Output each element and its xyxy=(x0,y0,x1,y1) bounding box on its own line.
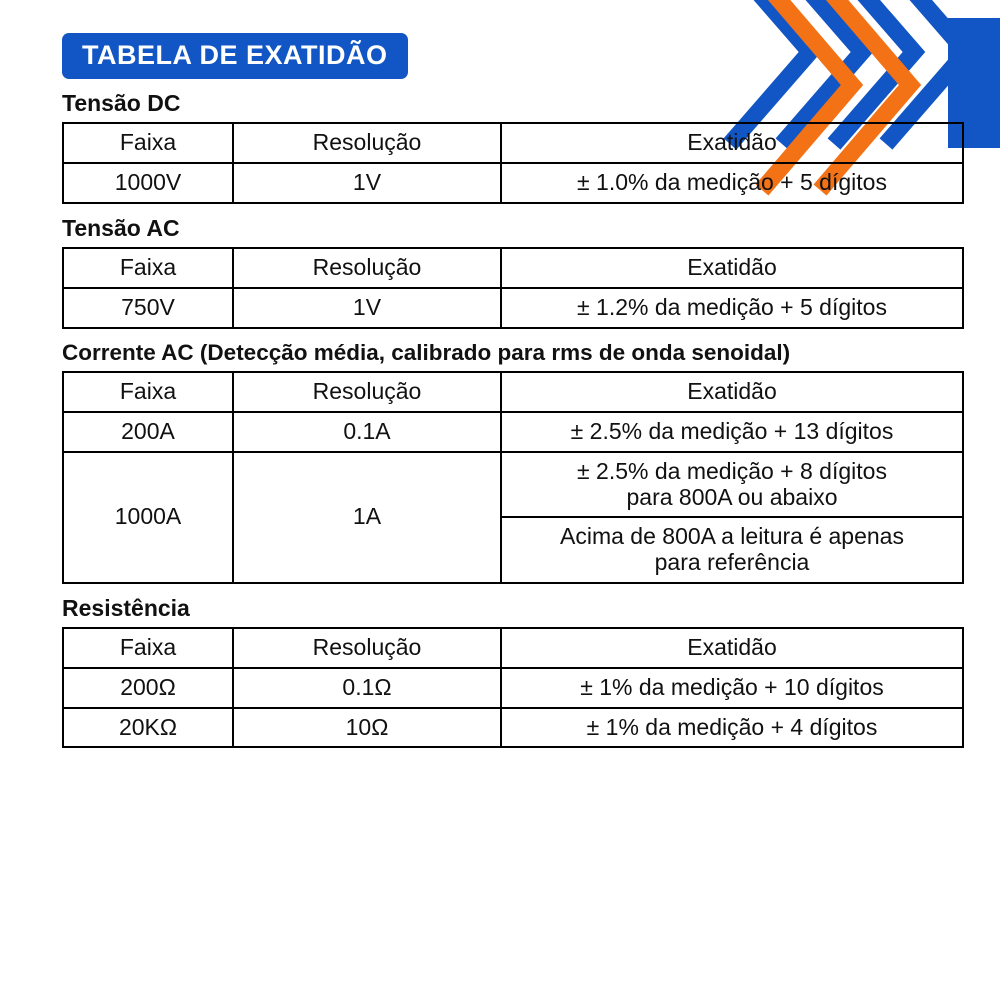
cell-resolucao: 0.1A xyxy=(233,412,501,452)
column-header-exatidao: Exatidão xyxy=(501,628,963,668)
cell-resolucao: 0.1Ω xyxy=(233,668,501,708)
cell-exatidao: ± 1.0% da medição + 5 dígitos xyxy=(501,163,963,203)
cell-faixa: 1000A xyxy=(63,452,233,583)
column-header-resolucao: Resolução xyxy=(233,248,501,288)
column-header-exatidao: Exatidão xyxy=(501,248,963,288)
cell-faixa: 20KΩ xyxy=(63,708,233,748)
table-row xyxy=(63,163,963,203)
table-row xyxy=(63,412,963,452)
section-title-resistencia: Resistência xyxy=(62,594,190,621)
table-corrente-ac xyxy=(62,371,964,584)
cell-resolucao: 1V xyxy=(233,288,501,328)
column-header-resolucao: Resolução xyxy=(233,372,501,412)
column-header-faixa: Faixa xyxy=(63,372,233,412)
table-row xyxy=(63,452,963,518)
cell-exatidao-line-1: ± 2.5% da medição + 8 dígitos xyxy=(577,457,887,484)
table-header-row xyxy=(63,628,963,668)
cell-exatidao: ± 1% da medição + 4 dígitos xyxy=(501,708,963,748)
table-tensao-ac xyxy=(62,247,964,329)
cell-exatidao-note-line-1: Acima de 800A a leitura é apenas xyxy=(560,523,904,550)
cell-exatidao-note-line-2: para referência xyxy=(654,549,810,576)
cell-faixa: 200Ω xyxy=(63,668,233,708)
cell-resolucao: 1V xyxy=(233,163,501,203)
section-title-tensao-ac: Tensão AC xyxy=(62,214,180,241)
page-title: TABELA DE EXATIDÃO xyxy=(62,33,408,79)
table-header-row xyxy=(63,123,963,163)
cell-faixa: 200A xyxy=(63,412,233,452)
table-tensao-dc xyxy=(62,122,964,204)
table-header-row xyxy=(63,372,963,412)
table-row xyxy=(63,668,963,708)
column-header-exatidao: Exatidão xyxy=(501,372,963,412)
cell-faixa: 1000V xyxy=(63,163,233,203)
cell-exatidao: ± 2.5% da medição + 13 dígitos xyxy=(501,412,963,452)
column-header-faixa: Faixa xyxy=(63,628,233,668)
column-header-faixa: Faixa xyxy=(63,248,233,288)
cell-exatidao-line-2: para 800A ou abaixo xyxy=(626,483,838,510)
cell-resolucao: 10Ω xyxy=(233,708,501,748)
cell-exatidao-note xyxy=(501,517,963,583)
table-row xyxy=(63,288,963,328)
column-header-exatidao: Exatidão xyxy=(501,123,963,163)
cell-exatidao xyxy=(501,452,963,518)
column-header-resolucao: Resolução xyxy=(233,628,501,668)
table-row xyxy=(63,708,963,748)
cell-resolucao: 1A xyxy=(233,452,501,583)
table-header-row xyxy=(63,248,963,288)
table-resistencia xyxy=(62,627,964,748)
section-title-corrente-ac: Corrente AC (Detecção média, calibrado para rms de onda senoidal) xyxy=(62,339,791,365)
column-header-resolucao: Resolução xyxy=(233,123,501,163)
column-header-faixa: Faixa xyxy=(63,123,233,163)
section-title-tensao-dc: Tensão DC xyxy=(62,90,181,116)
cell-exatidao: ± 1% da medição + 10 dígitos xyxy=(501,668,963,708)
cell-faixa: 750V xyxy=(63,288,233,328)
cell-exatidao: ± 1.2% da medição + 5 dígitos xyxy=(501,288,963,328)
